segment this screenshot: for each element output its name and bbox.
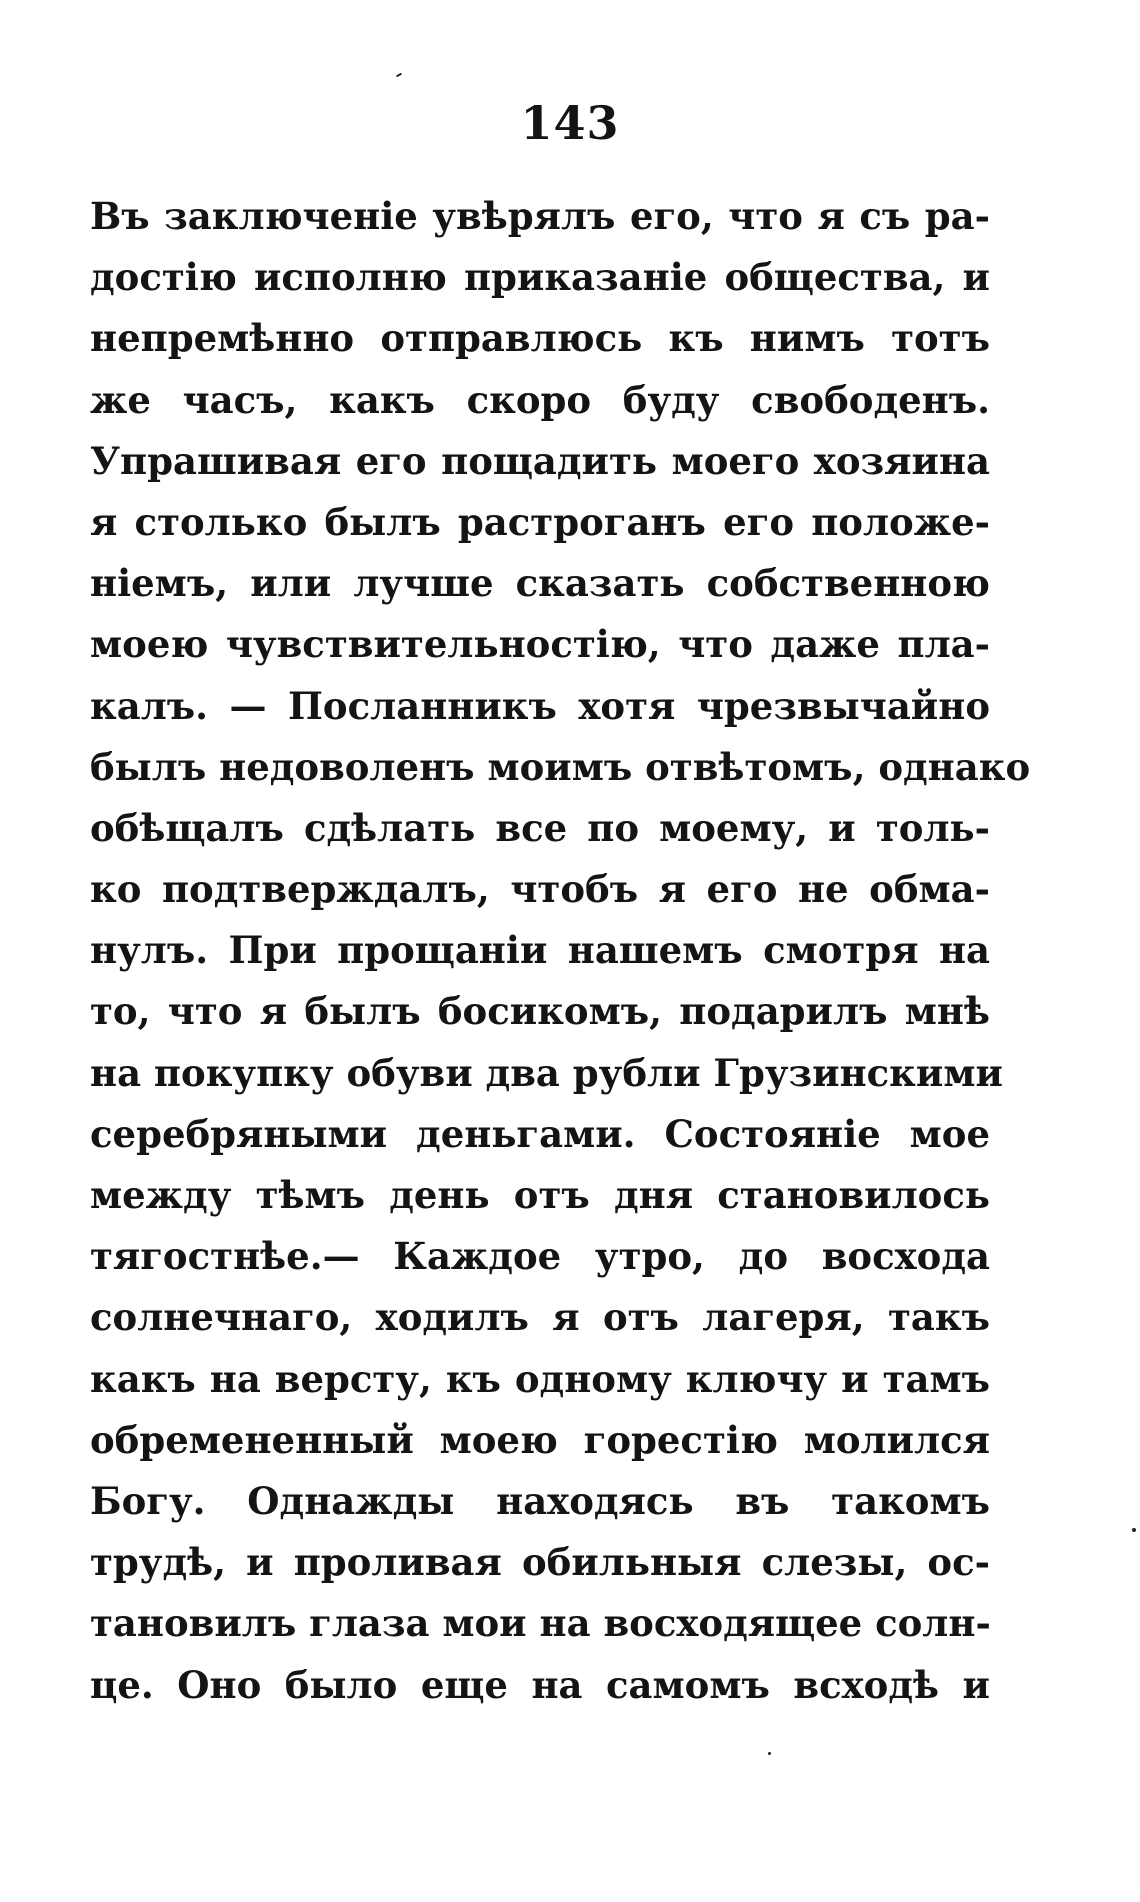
text-line: ніемъ, или лучше сказать собственною	[90, 561, 990, 606]
text-line: калъ. — Посланникъ хотя чрезвычайно	[90, 683, 990, 728]
text-line: ко подтверждалъ, чтобъ я его не обма-	[90, 867, 990, 912]
scan-speck	[768, 1752, 771, 1755]
text-line: я столько былъ растроганъ его положе-	[90, 499, 990, 544]
text-line: между тѣмъ день отъ дня становилось	[90, 1173, 990, 1217]
text-line: трудѣ, и проливая обильныя слезы, ос-	[90, 1540, 990, 1585]
text-line: солнечнаго, ходилъ я отъ лагеря, такъ	[90, 1295, 990, 1340]
text-line: же часъ, какъ скоро буду свободенъ.	[90, 377, 990, 422]
text-line: Богу. Однажды находясь въ такомъ	[90, 1478, 990, 1523]
text-line: на покупку обуви два рубли Грузинскими	[90, 1050, 1003, 1095]
text-line: Упрашивая его пощадить моего хозяина	[90, 438, 990, 483]
text-line: нулъ. При прощаніи нашемъ смотря на	[90, 928, 990, 973]
text-line: непремѣнно отправлюсь къ нимъ тотъ	[90, 316, 990, 361]
body-text	[90, 186, 1031, 1716]
text-line: какъ на версту, къ одному ключу и тамъ	[90, 1356, 990, 1401]
text-line: то, что я былъ босикомъ, подарилъ мнѣ	[90, 989, 990, 1034]
scan-speck	[1132, 1528, 1136, 1532]
text-line: серебряными деньгами. Состояніе мое	[90, 1111, 990, 1156]
text-line: Въ заключеніе увѣрялъ его, что я съ ра-	[90, 194, 990, 238]
text-line: обѣщалъ сдѣлать все по моему, и толь-	[90, 805, 990, 850]
text-line: обремененный моею горестію молился	[90, 1417, 990, 1462]
scan-speck	[396, 73, 402, 78]
page-number: 143	[520, 96, 620, 150]
text-line: достію исполню приказаніе общества, и	[90, 255, 990, 300]
text-line: былъ недоволенъ моимъ отвѣтомъ, однако	[90, 744, 1031, 789]
text-line: моею чувствительностію, что даже пла-	[90, 622, 990, 667]
text-line: це. Оно было еще на самомъ всходѣ и	[90, 1662, 990, 1707]
text-line: тановилъ глаза мои на восходящее солн-	[90, 1601, 991, 1646]
text-line: тягостнѣе.— Каждое утро, до восхода	[90, 1234, 990, 1279]
